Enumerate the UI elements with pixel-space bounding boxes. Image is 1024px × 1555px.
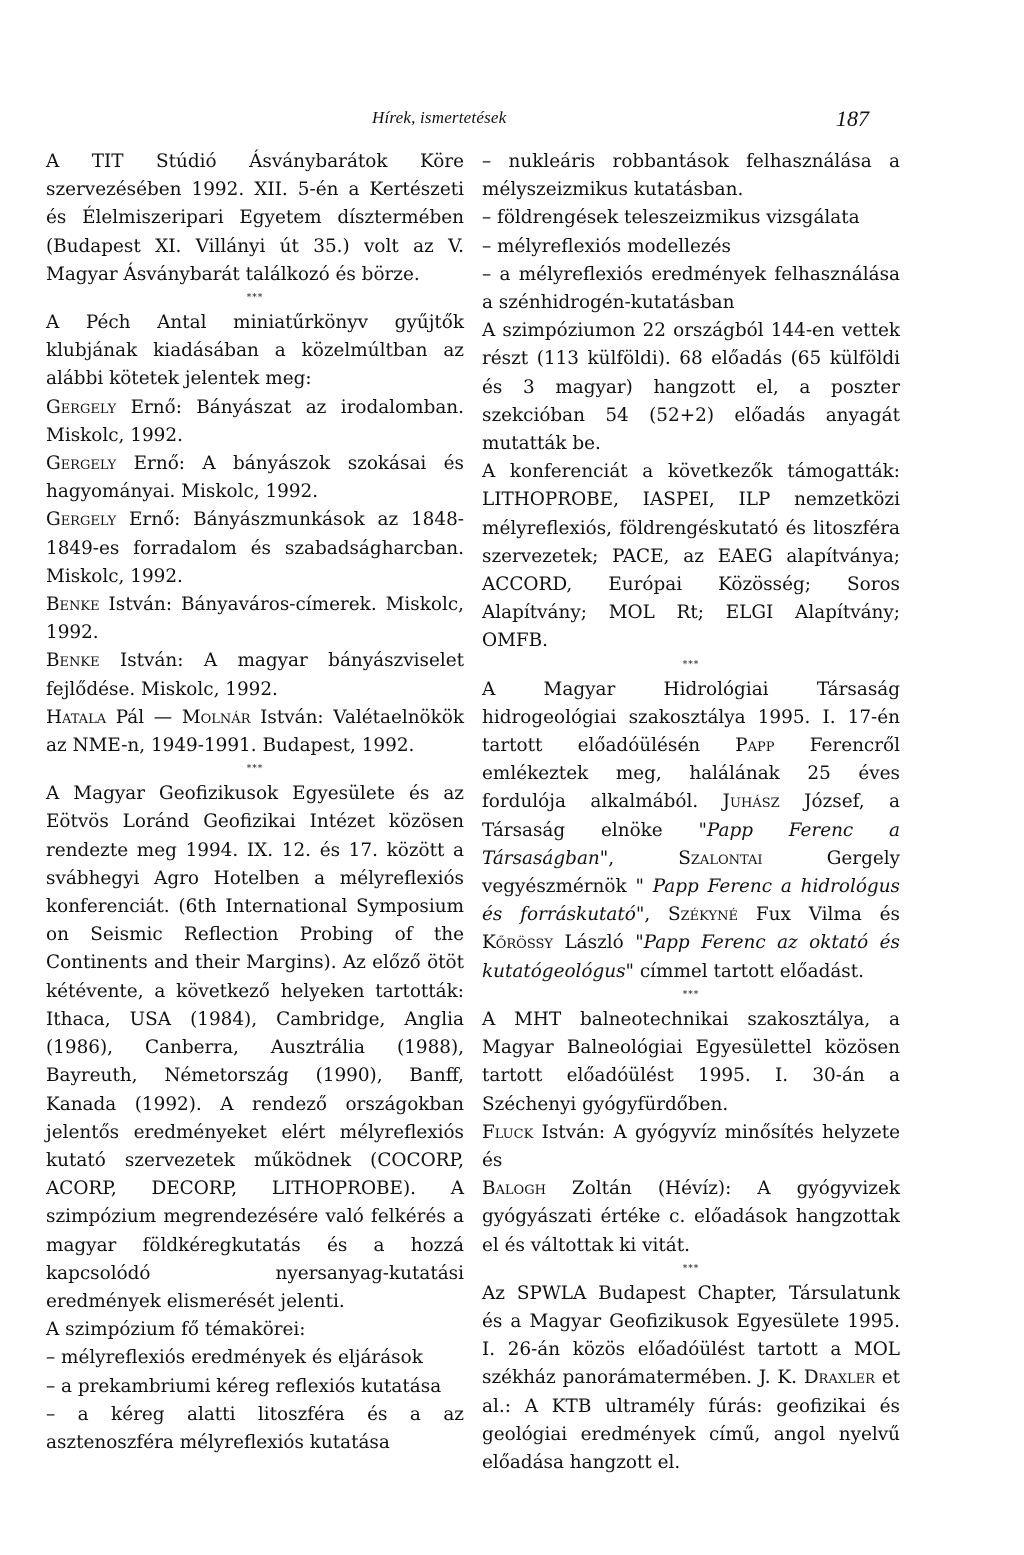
text: címmel tartott előadást. — [634, 960, 864, 982]
author-name: Fluck — [482, 1121, 534, 1143]
book-entry — [46, 506, 464, 591]
right-column — [482, 148, 900, 1477]
paragraph-geofizikusok: A Magyar Geofizikusok Egyesülete és az Eötvös Loránd Geofizikai Intézet közösen rendezte meg 1994. IX. 12. és 17. között a svábhegyi Agro Hotelben a mélyreflexiós konferenciát. (6th International Symposium on Seismic Reflection Probing of the Continents and their Margins). Az előző ötöt kétévente, a következő helyeken tartották: Ithaca, USA (1984), Cambridge, Anglia (1986), Canberra, Ausztrália (1988), Bayreuth, Németország (1990), Banff, Kanada (1992). A rendező országokban jelentős eredményeket elért mélyreflexiós kutató szervezetek működnek (COCORP, ACORP, DECORP, LITHOPROBE). A szimpózium megrendezésére való felkérés a magyar földkéregkutatás és a hozzá kapcsolódó nyersanyag-kutatási eredmények elismerését jelenti. — [46, 783, 464, 1312]
lecture-title: "Papp Ferenc az oktató és kutatógeológus" — [482, 932, 900, 982]
author-name: Szalontai — [678, 847, 763, 869]
lecture-entry — [482, 1119, 900, 1175]
book-entry — [46, 450, 464, 506]
author-name: Benke — [46, 594, 100, 616]
text: Fux Vilma és — [737, 904, 901, 926]
page-header — [0, 106, 1024, 136]
book-text: Ernő: Bányászmunkások az 1848-1849-es forradalom és szabadságharcban. Miskolc, 1992. — [46, 509, 464, 587]
text: Gergely vegyészmérnök — [482, 847, 900, 898]
author-name: Kőrössy — [482, 932, 554, 954]
separator: *** — [682, 659, 700, 670]
author-name: Hatala — [46, 706, 107, 728]
author-name: Balogh — [482, 1178, 546, 1200]
text: et al.: A KTB ultramély fúrás: geofizikai és geológiai eredmények című, angol nyelvű előadása hangzott el. — [482, 1367, 900, 1473]
separator: *** — [246, 293, 264, 304]
book-text: István: A magyar bányászviselet fejlődése. Miskolc, 1992. — [46, 650, 464, 700]
paragraph-sponsors: A konferenciát a következők támogatták: LITHOPROBE, IASPEI, ILP nemzetközi mélyreflexiós, földrengéskutató és litoszféra szervezetek; PACE, az EAEG alapítványa; ACCORD, Európai Közösség; Soros Alapítvány; MOL Rt; ELGI Alapítvány; OMFB. — [482, 461, 900, 652]
text: , — [608, 847, 679, 869]
author-name: Molnár — [181, 706, 251, 728]
book-entry — [46, 647, 464, 703]
separator: *** — [246, 764, 264, 775]
book-text: István: Valétaelnökök az NME-n, 1949-1991. Budapest, 1992. — [46, 706, 464, 757]
author-name: Gergely — [46, 453, 117, 475]
text: Zoltán (Hévíz): A gyógyvizek gyógyászati értéke c. előadások hangzottak el és váltottak ki vitát. — [482, 1178, 900, 1256]
left-column — [46, 148, 464, 1457]
paragraph-hidrologiai — [482, 676, 900, 986]
book-entry — [46, 704, 464, 760]
text: , — [644, 904, 669, 926]
separator: *** — [682, 989, 700, 1000]
book-entry — [46, 591, 464, 647]
text: József, a Társaság elnöke — [482, 791, 900, 841]
topic-item: – a kéreg alatti litoszféra és a az asztenoszféra mélyreflexiós kutatása — [46, 1403, 464, 1453]
text: A Magyar Hidrológiai Társaság hidrogeológiai szakosztálya 1995. I. 17-én tartott előadóülésén — [482, 678, 900, 757]
paragraph-pech-antal: A Péch Antal miniatűrkönyv gyűjtők klubjának kiadásában a közelmúltban az alábbi kötetek jelentek meg: — [46, 312, 464, 390]
paragraph-participants: A szimpóziumon 22 országból 144-en vettek részt (113 külföldi). 68 előadás (65 külföldi és 3 magyar) hangzott el, a poszter szekcióban 54 (52+2) előadás anyagát mutatták be. — [482, 320, 900, 455]
lecture-title: " Papp Ferenc a hidrológus és forráskutató" — [482, 876, 900, 926]
running-title: Hírek, ismertetések — [372, 108, 507, 127]
book-text: István: Bányaváros-címerek. Miskolc, 1992. — [46, 594, 464, 644]
topic-item: – mélyreflexiós modellezés — [482, 235, 731, 257]
book-text: Ernő: A bányászok szokásai és hagyományai. Miskolc, 1992. — [46, 453, 464, 503]
book-entry — [46, 394, 464, 450]
paragraph-temakorei: A szimpózium fő témakörei: — [46, 1319, 306, 1341]
author-name: Gergely — [46, 509, 117, 531]
text: Az SPWLA Budapest Chapter, Társulatunk és a Magyar Geofizikusok Egyesülete 1995. I. 26-án közös előadóülést tartott a MOL székház panorámatermében. J. K. — [482, 1282, 900, 1389]
topic-item: – mélyreflexiós eredmények és eljárások — [46, 1347, 423, 1369]
author-name: Benke — [46, 650, 100, 672]
text: Ferencről emlékeztek meg, halálának 25 éves fordulója alkalmából. — [482, 735, 900, 813]
book-text: Pál — — [106, 706, 182, 728]
text: István: A gyógyvíz minősítés helyzete és — [482, 1121, 900, 1171]
topic-item: – nukleáris robbantások felhasználása a mélyszeizmikus kutatásban. — [482, 151, 900, 201]
topic-item: – a prekambriumi kéreg reflexiós kutatása — [46, 1375, 442, 1397]
separator: *** — [682, 1263, 700, 1274]
lecture-entry — [482, 1175, 900, 1260]
page-number: 187 — [836, 106, 869, 131]
paragraph-balneotechnikai: A MHT balneotechnikai szakosztálya, a Magyar Balneológiai Egyesülettel közösen tartott előadóülést 1995. I. 30-án a Széchenyi gyógyfürdőben. — [482, 1008, 900, 1115]
topic-item: – földrengések teleszeizmikus vizsgálata — [482, 207, 860, 229]
lecture-title: "Papp Ferenc a Társaságban" — [482, 819, 900, 869]
author-name: Draxler — [803, 1367, 875, 1389]
paragraph-spwla — [482, 1280, 900, 1477]
author-name: Papp — [735, 735, 775, 757]
book-text: Ernő: Bányászat az irodalomban. Miskolc, 1992. — [46, 396, 464, 446]
author-name: Juhász — [722, 791, 780, 813]
author-name: Gergely — [46, 396, 117, 418]
paragraph-tit-studio: A TIT Stúdió Ásványbarátok Köre szervezésében 1992. XII. 5-én a Kertészeti és Élelmiszeripari Egyetem dísztermében (Budapest XI. Villányi út 35.) volt az V. Magyar Ásványbarát találkozó és börze. — [46, 151, 464, 285]
author-name: Székyné — [668, 904, 738, 926]
text: László — [553, 932, 636, 954]
topic-item: – a mélyreflexiós eredmények felhasználása a szénhidrogén-kutatásban — [482, 263, 900, 314]
